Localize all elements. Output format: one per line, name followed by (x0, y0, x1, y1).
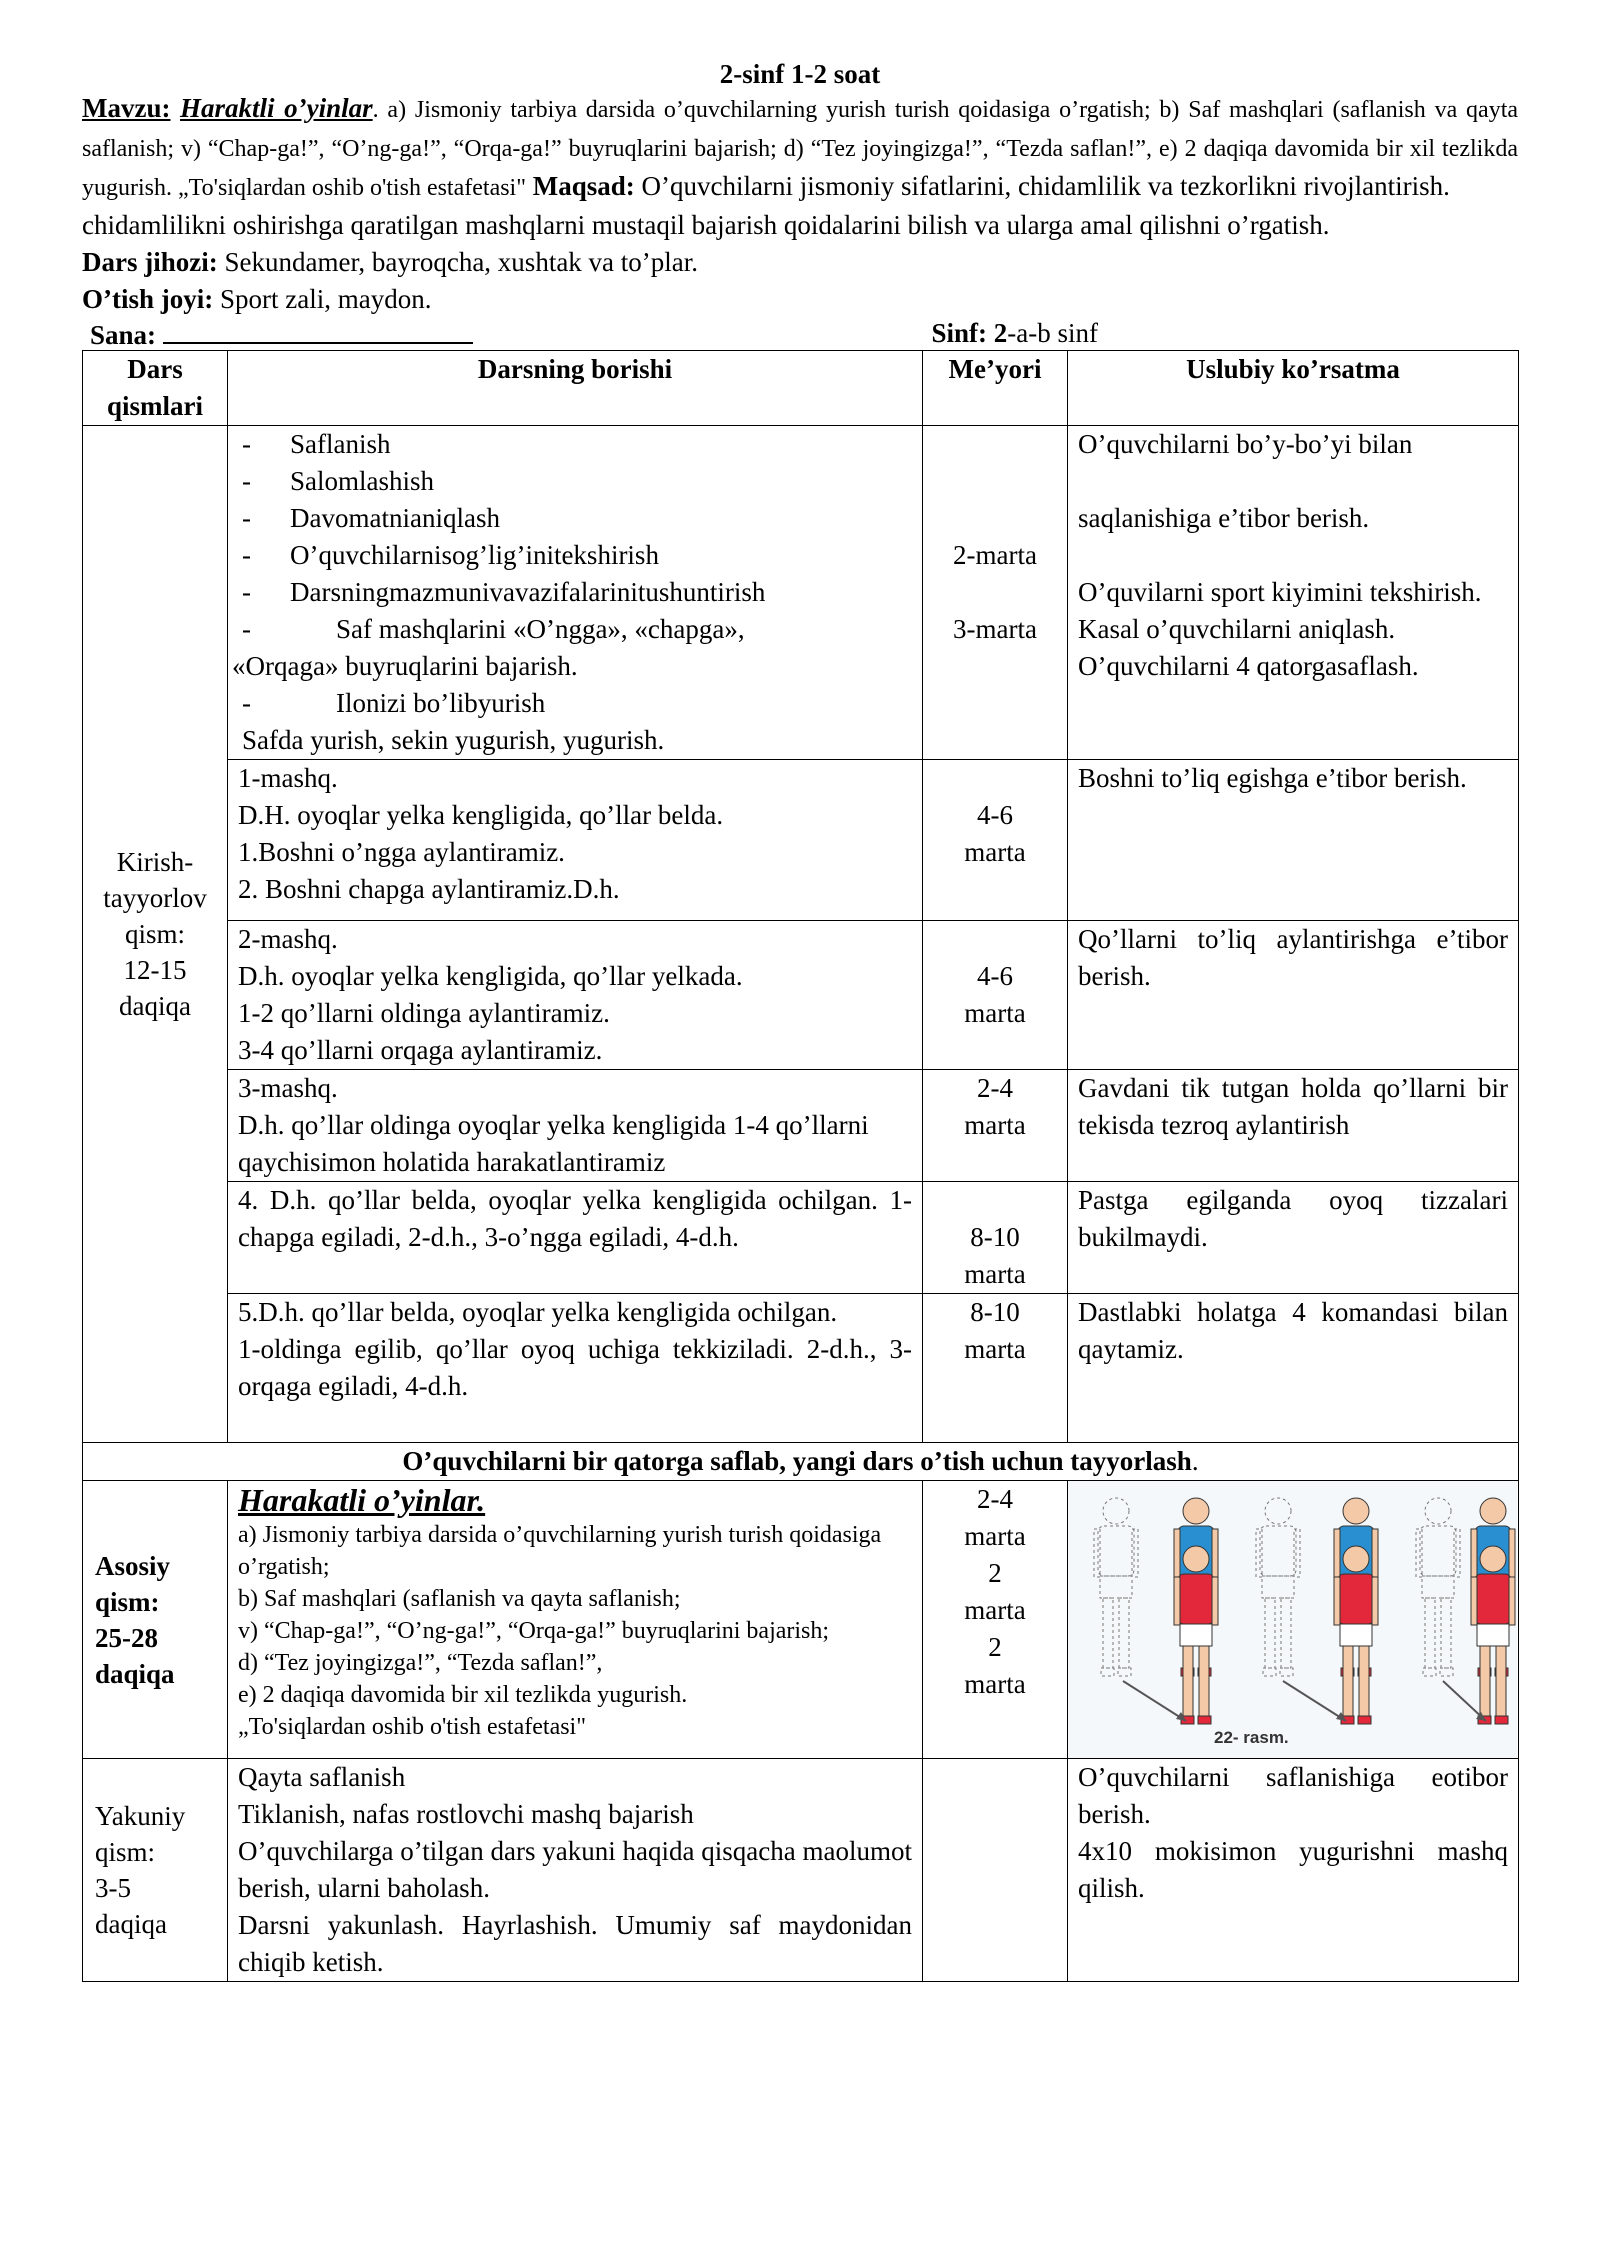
col-header-method: Uslubiy ko’rsatma (1068, 351, 1519, 426)
exercise-norm: 4-6 marta (923, 760, 1068, 921)
figure-caption: 22- rasm. (1214, 1728, 1289, 1747)
date-class-line (82, 318, 1518, 350)
list-item: - Salomlashish (242, 466, 435, 496)
intro-part-line: Kirish- (116, 847, 194, 877)
page-title: 2-sinf 1-2 soat (719, 59, 881, 89)
maqsad-text: O’quvchilarni jismoniy sifatlarini, chidamlilik va tezkorlikni rivojlantirish. (641, 171, 1450, 201)
final-process-cell: Qayta saflanish Tiklanish, nafas rostlovchi mashq bajarish O’quvchilarga o’tilgan dars yakuni haqida qisqacha maolumot berish, ularni baholash. Darsni yakunlash. Hayrlashish. Umumiy saf maydonidan chiqib ketish. (228, 1759, 923, 1982)
table-row (83, 1070, 1519, 1182)
games-item: v) “Chap-ga!”, “O’ng-ga!”, “Orqa-ga!” buyruqlarini bajarish; (238, 1618, 830, 1644)
venue-line (82, 281, 1518, 318)
list-item: - Darsningmazmunivavazifalarinitushuntirish (242, 577, 766, 607)
exercise-method: Dastlabki holatga 4 komandasi bilan qaytamiz. (1068, 1294, 1519, 1443)
exercise-cell: 2-mashq. D.h. oyoqlar yelka kengligida, qo’llar yelkada. 1-2 qo’llarni oldinga aylantiramiz. 3-4 qo’llarni orqaga aylantiramiz. (228, 921, 923, 1070)
col-header-norm: Me’yori (923, 351, 1068, 426)
equipment-value: Sekundamer, bayroqcha, xushtak va to’plar. (224, 247, 699, 277)
venue-label: O’tish joyi: (82, 284, 214, 314)
col-header-parts-line2: qismlari (106, 391, 203, 421)
lesson-header (82, 90, 1518, 207)
games-title: Harakatli o’yinlar. (238, 1482, 486, 1518)
exercise-cell: 5.D.h. qo’llar belda, oyoqlar yelka kengligida ochilgan. 1-oldinga egilib, qo’llar oyoq uchiga tekkiziladi. 2-d.h., 3-orqaga egiladi, 4-d.h. (228, 1294, 923, 1443)
exercise-method: Pastga egilganda oyoq tizzalari bukilmaydi. (1068, 1182, 1519, 1294)
lesson-table (82, 350, 1519, 1982)
exercise-cell: 3-mashq. D.h. qo’llar oldinga oyoqlar yelka kengligida 1-4 qo’llarni qaychisimon holatida harakatlantiramiz (228, 1070, 923, 1182)
final-method-cell: O’quvchilarni saflanishiga eotibor berish. 4x10 mokisimon yugurishni mashq qilish. (1068, 1759, 1519, 1982)
extra-goal-line: chidamlilikni oshirishga qaratilgan mashqlarni mustaqil bajarish qoidalarini bilish va ularga amal qilishni o’rgatish. (82, 210, 1330, 240)
list-item: - O’quvchilarnisog’lig’initekshirish (242, 540, 659, 570)
list-item: - Saf mashqlarini «O’ngga», «chapga», (242, 614, 745, 644)
table-header-row (83, 351, 1519, 426)
document-page (82, 58, 1518, 1982)
col-header-parts-line1: Dars (127, 354, 183, 384)
formation-illustration (1068, 1481, 1517, 1758)
table-row (83, 760, 1519, 921)
intro-part-line: tayyorlov (103, 883, 207, 913)
main-norm-cell: 2-4 marta 2 marta 2 marta (923, 1481, 1068, 1759)
exercise-norm: 4-6 marta (923, 921, 1068, 1070)
games-item: „To'siqlardan oshib o'tish estafetasi" (238, 1714, 587, 1740)
mavzu-text: . a) Jismoniy tarbiya darsida o’quvchilarning yurish turish qoidasiga o’rgatish; b) Saf mashqlari (saflanish va qayta saflanish; v) “Chap-ga!”, “O’ng-ga!”, “Orqa-ga!” buyruqlarini bajarish; d) “Tez joyingizga!”, “Tezda saflan!”, e) 2 daqiqa davomida bir xil tezlikda yugurish. „To'siqlardan oshib o'tish estafetasi" (82, 97, 1519, 201)
equipment-label: Dars jihozi: (82, 247, 218, 277)
equipment-line (82, 244, 1518, 281)
method-line: Kasal o’quvchilarni aniqlash. (1078, 614, 1396, 644)
main-process-cell (228, 1481, 923, 1759)
class-number: 2 (993, 318, 1008, 348)
mavzu-topic: Haraktli o’yinlar (180, 93, 373, 123)
intro-norm-cell (923, 426, 1068, 760)
class-rest: -a-b sinf (1007, 318, 1098, 348)
exercise-method: Boshni to’liq egishga e’tibor berish. (1068, 760, 1519, 921)
figure-background (1068, 1481, 1517, 1758)
exercise-method: Gavdani tik tutgan holda qo’llarni bir tekisda tezroq aylantirish (1068, 1070, 1519, 1182)
table-row (83, 1294, 1519, 1443)
figure-cell (1068, 1481, 1519, 1759)
exercise-method: Qo’llarni to’liq aylantirishga e’tibor berish. (1068, 921, 1519, 1070)
col-header-process: Darsning borishi (228, 351, 923, 426)
intro-part-line: daqiqa (119, 991, 191, 1021)
separator-text: O’quvchilarni bir qatorga saflab, yangi dars o’tish uchun tayyorlash. (83, 1443, 1519, 1481)
date-blank (163, 318, 473, 344)
norm-value: 2-marta (953, 540, 1037, 570)
games-item: b) Saf mashqlari (saflanish va qayta saflanish; (238, 1586, 681, 1612)
class-label: Sinf: (931, 318, 988, 348)
intro-part-line: qism: (124, 919, 185, 949)
main-part-cell: Asosiy qism: 25-28 daqiqa (83, 1481, 228, 1759)
venue-value: Sport zali, maydon. (220, 284, 432, 314)
intro-process-cell (228, 426, 923, 760)
separator-row (83, 1443, 1519, 1481)
list-item-continuation: «Orqaga» buyruqlarini bajarish. (232, 651, 578, 681)
list-item: - Ilonizi bo’libyurish (242, 688, 546, 718)
maqsad-label: Maqsad: (532, 171, 635, 201)
games-item: e) 2 daqiqa davomida bir xil tezlikda yugurish. (238, 1682, 688, 1708)
list-item: Safda yurish, sekin yugurish, yugurish. (242, 725, 665, 755)
col-header-parts (83, 351, 228, 426)
final-part-cell: Yakuniy qism: 3-5 daqiqa (83, 1759, 228, 1982)
date-label: Sana: (90, 320, 157, 350)
table-row (83, 1759, 1519, 1982)
exercise-norm: 8-10 marta (923, 1182, 1068, 1294)
table-row (83, 426, 1519, 760)
list-item: - Davomatnianiqlash (242, 503, 500, 533)
intro-part-line: 12-15 (123, 955, 187, 985)
table-row (83, 1481, 1519, 1759)
intro-part-cell (83, 426, 228, 1443)
list-item: - Saflanish (242, 429, 391, 459)
exercise-norm: 8-10 marta (923, 1294, 1068, 1443)
final-norm-cell (923, 1759, 1068, 1982)
intro-method-cell (1068, 426, 1519, 760)
norm-value: 3-marta (953, 614, 1037, 644)
exercise-cell: 1-mashq. D.H. oyoqlar yelka kengligida, qo’llar belda. 1.Boshni o’ngga aylantiramiz. 2. Boshni chapga aylantiramiz.D.h. (228, 760, 923, 921)
table-row (83, 1182, 1519, 1294)
method-line: O’quvchilarni bo’y-bo’yi bilan (1078, 429, 1413, 459)
exercise-norm: 2-4 marta (923, 1070, 1068, 1182)
games-item: a) Jismoniy tarbiya darsida o’quvchilarning yurish turish qoidasiga o’rgatish; (238, 1522, 882, 1580)
method-line: saqlanishiga e’tibor berish. (1078, 503, 1370, 533)
exercise-cell: 4. D.h. qo’llar belda, oyoqlar yelka kengligida ochilgan. 1-chapga egiladi, 2-d.h., 3-o’ngga egiladi, 4-d.h. (228, 1182, 923, 1294)
method-line: O’quvchilarni 4 qatorgasaflash. (1078, 651, 1419, 681)
games-item: d) “Tez joyingizga!”, “Tezda saflan!”, (238, 1650, 603, 1676)
mavzu-label: Mavzu: (82, 93, 171, 123)
table-row (83, 921, 1519, 1070)
method-line: O’quvilarni sport kiyimini tekshirish. (1078, 577, 1482, 607)
